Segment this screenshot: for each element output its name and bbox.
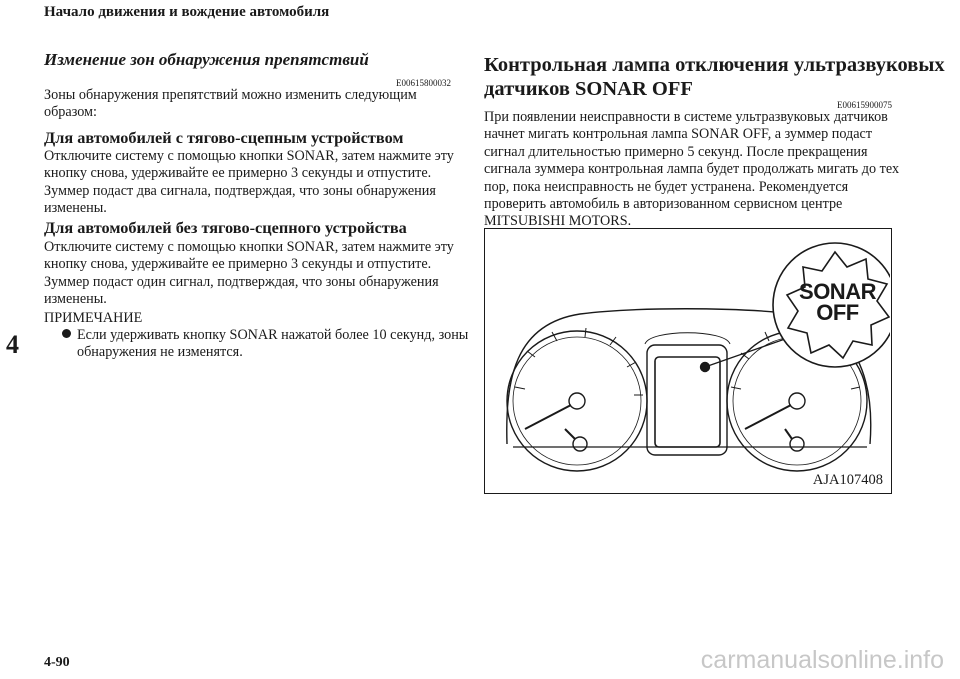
text-line: Зоны обнаружения препятствий можно изменить следующим [44,87,417,103]
left-title: Изменение зон обнаружения препятствий [44,50,369,69]
chapter-tab: 4 [6,330,19,359]
title-line: датчиков SONAR OFF [484,78,693,100]
sub1-title: Для автомобилей с тягово-сцепным устройством [44,128,404,147]
text-line: Отключите систему с помощью кнопки SONAR, затем нажмите эту [44,239,454,255]
right-title [484,53,945,101]
text-line: Если удерживать кнопку SONAR нажатой более 10 секунд, зоны [77,327,469,343]
text-line: образом: [44,104,97,121]
text-line: Зуммер подаст два сигнала, подтверждая, что зоны обнаружения [44,182,436,199]
text-line: обнаружения не изменятся. [77,344,243,361]
left-intro [44,87,417,122]
text-line: сигнала зуммера контрольная лампа будет продолжать мигать до тех [484,161,900,178]
sub1-text [44,148,454,218]
title-line: Контрольная лампа отключения ультразвуковых [484,54,945,76]
text-line: проверить автомобиль в авторизованном сервисном центре [484,196,843,213]
text-line: изменены. [44,200,107,217]
text-line: кнопку снова, удерживайте ее примерно 3 секунды и отпустите. [44,256,432,273]
lamp-text: OFF [816,300,859,325]
text-line: сигнал длительностью примерно 5 секунд. После прекращения [484,143,868,160]
sub2-title: Для автомобилей без тягово-сцепного устройства [44,218,407,237]
text-line: При появлении неисправности в системе ультразвуковых датчиков [484,109,888,125]
text-line: кнопку снова, удерживайте ее примерно 3 секунды и отпустите. [44,165,432,182]
page-number: 4-90 [44,655,70,670]
text-line: MITSUBISHI MOTORS. [484,213,632,230]
sonar-off-lamp-icon [790,281,885,323]
left-code: E00615800032 [396,78,451,88]
lamp-text: SONAR [799,279,876,304]
text-line: изменены. [44,291,107,308]
text-line: Зуммер подаст один сигнал, подтверждая, что зоны обнаружения [44,273,439,290]
note-text [62,327,468,362]
right-code: E00615900075 [837,100,892,110]
watermark: carmanualsonline.info [700,646,944,674]
cluster-illustration [485,229,890,492]
text-line: начнет мигать контрольная лампа SONAR OFF, а зуммер подаст [484,126,873,143]
section-header: Начало движения и вождение автомобиля [44,4,330,20]
text-line: Отключите систему с помощью кнопки SONAR, затем нажмите эту [44,148,454,164]
text-line: пор, пока неисправность не будет устранена. Рекомендуется [484,178,849,195]
right-text [484,109,899,231]
instrument-cluster-figure [484,228,892,494]
figure-code: AJA107408 [812,472,883,488]
note-label: ПРИМЕЧАНИЕ [44,310,143,326]
bullet-icon [62,329,71,338]
sub2-text [44,239,454,309]
